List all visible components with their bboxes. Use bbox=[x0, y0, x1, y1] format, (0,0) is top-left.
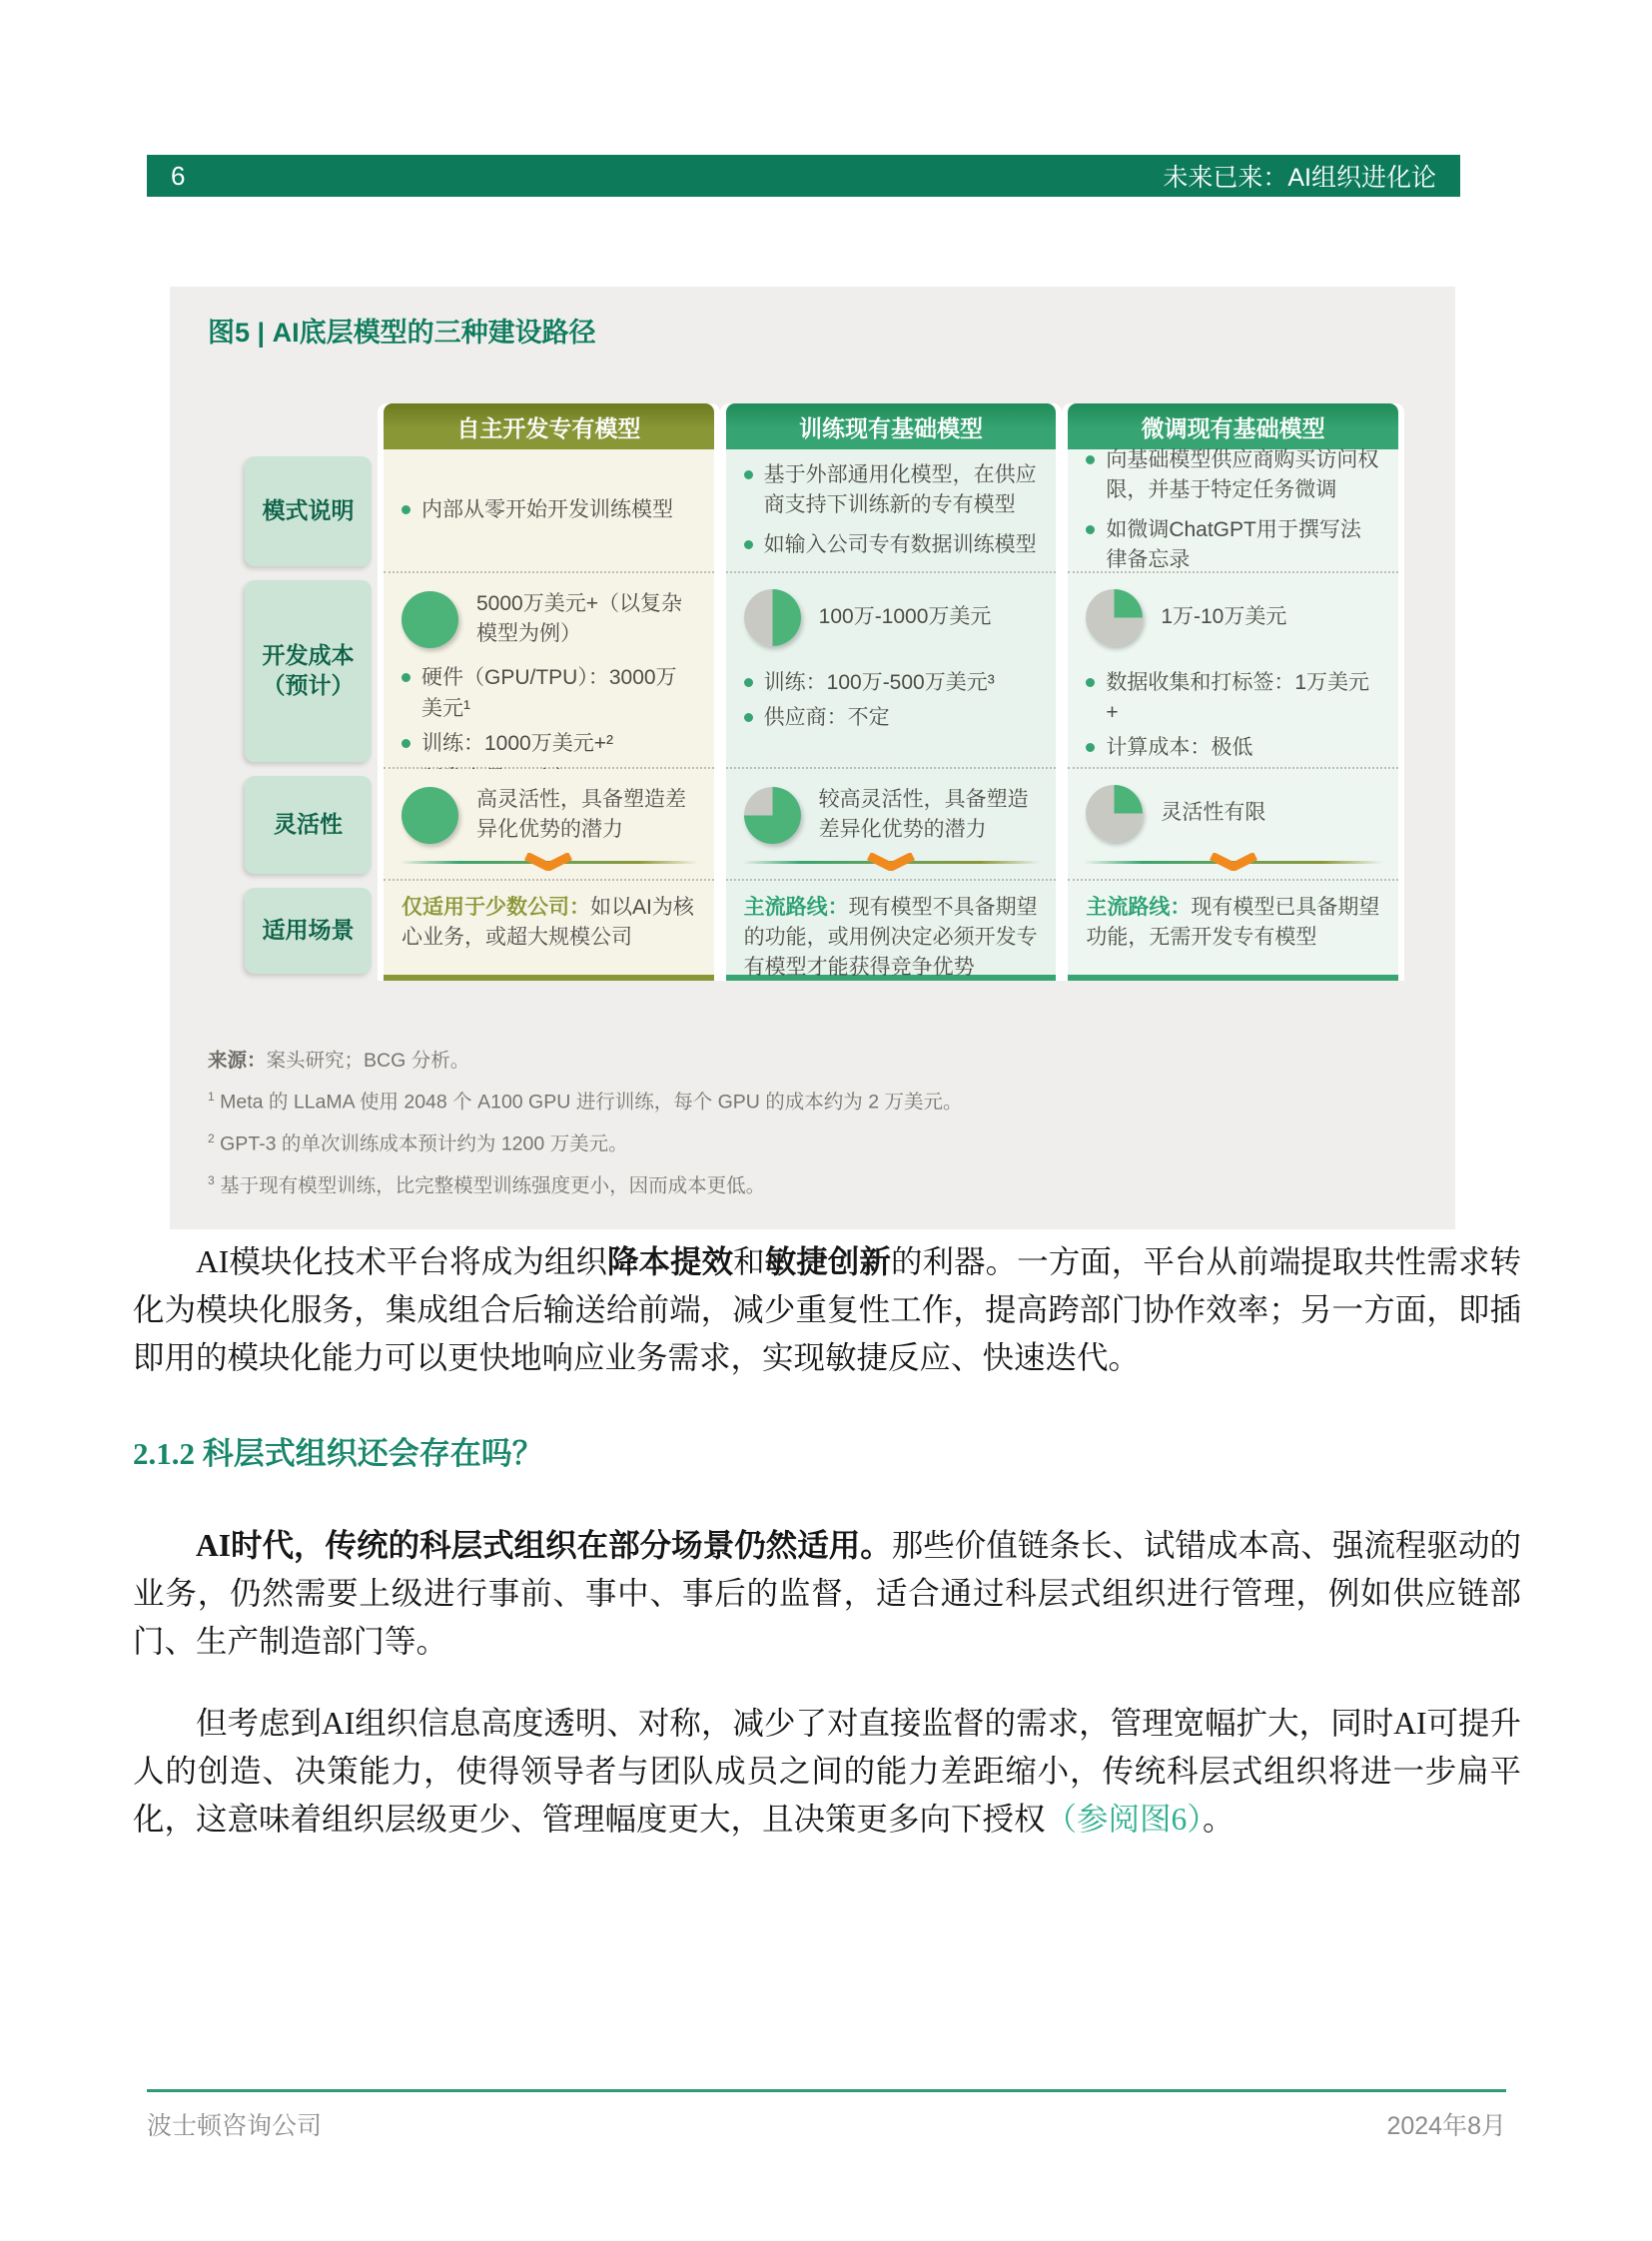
paragraph-flattening: 但考虑到AI组织信息高度透明、对称，减少了对直接监督的需求，管理宽幅扩大，同时AI可提升人的创造、决策能力，使得领导者与团队成员之间的能力差距缩小，传统科层式组织将进一步扁平化，这意味着组织层级更少、管理幅度更大，且决策更多向下授权（参阅图6）。 bbox=[133, 1706, 1521, 1837]
row-label-mode: 模式说明 bbox=[245, 456, 372, 566]
chevron-divider bbox=[1084, 853, 1382, 871]
cell-cost-finetune bbox=[1068, 573, 1398, 769]
cell-text: 训练：1000万美元+² bbox=[421, 731, 613, 755]
scene-lead: 仅适用于少数公司： bbox=[402, 896, 590, 919]
chevron-down-icon bbox=[1208, 853, 1259, 871]
scene-lead: 主流路线： bbox=[743, 896, 849, 919]
cell-text: 供应商：不定 bbox=[763, 706, 890, 730]
row-label-cost: 开发成本 （预计） bbox=[245, 580, 372, 762]
bullet-icon bbox=[744, 540, 753, 549]
cell-text: 现有模型不具备期望的功能，或用例决定必须开发专有模型才能获得竞争优势 bbox=[743, 896, 1038, 980]
cell-flex-train-existing bbox=[726, 769, 1057, 881]
cell-text: 如输入公司专有数据训练模型 bbox=[763, 533, 1037, 557]
bullet-icon bbox=[1086, 678, 1095, 687]
row-label-scenario: 适用场景 bbox=[245, 888, 372, 974]
cost-headline: 100万-1000万美元 bbox=[818, 605, 992, 629]
cell-text: 较高灵活性，具备塑造差异化优势的潜力 bbox=[818, 788, 1029, 842]
cell-text: 高灵活性，具备塑造差异化优势的潜力 bbox=[476, 788, 686, 842]
cell-cost-train-existing bbox=[726, 573, 1057, 769]
column-header-train-existing: 训练现有基础模型 bbox=[726, 403, 1057, 449]
figure-table bbox=[245, 403, 1398, 981]
cell-mode-self-develop bbox=[384, 449, 714, 573]
scene-lead: 主流路线： bbox=[1086, 896, 1192, 919]
page-header-bar bbox=[147, 155, 1460, 197]
body-text bbox=[133, 1238, 1521, 1877]
source-line: 来源：案头研究；BCG 分析。 bbox=[208, 1050, 470, 1072]
chevron-divider bbox=[742, 853, 1041, 871]
cell-mode-train-existing bbox=[726, 449, 1057, 573]
bullet-icon bbox=[744, 470, 753, 479]
bullet-icon bbox=[402, 505, 411, 514]
footer-company: 波士顿咨询公司 bbox=[147, 2112, 323, 2140]
cell-text: 向基础模型供应商购买访问权限，并基于特定任务微调 bbox=[1106, 447, 1379, 501]
cost-headline: 1万-10万美元 bbox=[1161, 605, 1287, 629]
cost-headline: 5000万美元+（以复杂模型为例） bbox=[476, 592, 682, 646]
flex-pie-threequarter-icon bbox=[744, 787, 801, 844]
cell-scene-self-develop bbox=[384, 881, 714, 981]
column-header-finetune-existing: 微调现有基础模型 bbox=[1068, 403, 1398, 449]
cell-flex-finetune bbox=[1068, 769, 1398, 881]
footnote-2: $^2$ GPT-3 的单次训练成本预计约为 1200 万美元。 bbox=[208, 1131, 628, 1155]
bullet-icon bbox=[744, 678, 753, 687]
cell-text: 硬件（GPU/TPU）：3000万美元¹ bbox=[421, 666, 677, 720]
cell-text: 计算成本：极低 bbox=[1106, 736, 1253, 760]
cell-cost-self-develop bbox=[384, 573, 714, 769]
flex-pie-quarter-icon bbox=[1086, 785, 1143, 842]
figure-5 bbox=[170, 287, 1455, 1229]
section-heading-2-1-2: 2.1.2 科层式组织还会存在吗？ bbox=[133, 1436, 543, 1471]
footer-date: 2024年8月 bbox=[1386, 2112, 1506, 2140]
chevron-divider bbox=[400, 853, 698, 871]
figure-title: 图5 | AI底层模型的三种建设路径 bbox=[208, 318, 596, 348]
cell-mode-finetune bbox=[1068, 449, 1398, 573]
cell-text: 如以AI为核心业务，或超大规模公司 bbox=[402, 896, 694, 950]
footnote-1: $^1$ Meta 的 LLaMA 使用 2048 个 A100 GPU 进行训练，每个 GPU 的成本约为 2 万美元。 bbox=[208, 1090, 963, 1114]
paragraph-hierarchy-still-applies: AI时代，传统的科层式组织在部分场景仍然适用。那些价值链条长、试错成本高、强流程驱动的业务，仍然需要上级进行事前、事中、事后的监督，适合通过科层式组织进行管理，例如供应链部门、生产制造部门等。 bbox=[133, 1528, 1521, 1659]
bullet-icon bbox=[1086, 743, 1095, 752]
footnote-3: $^3$ 基于现有模型训练，比完整模型训练强度更小，因而成本更低。 bbox=[208, 1172, 766, 1197]
cell-text: 内部从零开始开发训练模型 bbox=[421, 497, 673, 521]
cost-pie-half-icon bbox=[744, 589, 801, 646]
flex-pie-full-icon bbox=[402, 787, 458, 844]
cell-text: 训练：100万-500万美元³ bbox=[763, 671, 995, 694]
paragraph-modular-platform: AI模块化技术平台将成为组织降本提效和敏捷创新的利器。一方面，平台从前端提取共性需求转化为模块化服务，集成组合后输送给前端，减少重复性工作，提高跨部门协作效率；另一方面，即插即用的模块化能力可以更快地响应业务需求，实现敏捷反应、快速迭代。 bbox=[133, 1244, 1521, 1375]
cost-pie-quarter-icon bbox=[1086, 589, 1143, 646]
cell-scene-finetune bbox=[1068, 881, 1398, 981]
table-corner-spacer bbox=[245, 403, 372, 449]
cell-text: 如微调ChatGPT用于撰写法律备忘录 bbox=[1106, 518, 1361, 572]
chevron-down-icon bbox=[865, 853, 917, 871]
bullet-icon bbox=[1086, 455, 1095, 464]
figure-footnotes bbox=[208, 1047, 1417, 1201]
bullet-icon bbox=[744, 713, 753, 722]
chevron-down-icon bbox=[522, 853, 574, 871]
cell-text: 灵活性有限 bbox=[1161, 801, 1266, 825]
cell-text: 数据收集和打标签：1万美元+ bbox=[1106, 671, 1370, 725]
header-title: 未来已来：AI组织进化论 bbox=[1163, 164, 1436, 192]
bullet-icon bbox=[402, 673, 411, 682]
page-number: 6 bbox=[171, 160, 186, 191]
bullet-icon bbox=[402, 739, 411, 748]
cell-text: 基于外部通用化模型，在供应商支持下训练新的专有模型 bbox=[763, 462, 1037, 516]
column-header-self-develop: 自主开发专有模型 bbox=[384, 403, 714, 449]
cell-flex-self-develop bbox=[384, 769, 714, 881]
page-footer bbox=[147, 2089, 1506, 2142]
figure6-reference-link[interactable]: （参阅图6） bbox=[1045, 1802, 1204, 1837]
cell-scene-train-existing bbox=[726, 881, 1057, 981]
cost-pie-full-icon bbox=[402, 591, 458, 648]
row-label-flexibility: 灵活性 bbox=[245, 776, 372, 874]
bullet-icon bbox=[1086, 525, 1095, 534]
cell-text: 现有模型已具备期望功能，无需开发专有模型 bbox=[1086, 896, 1380, 950]
